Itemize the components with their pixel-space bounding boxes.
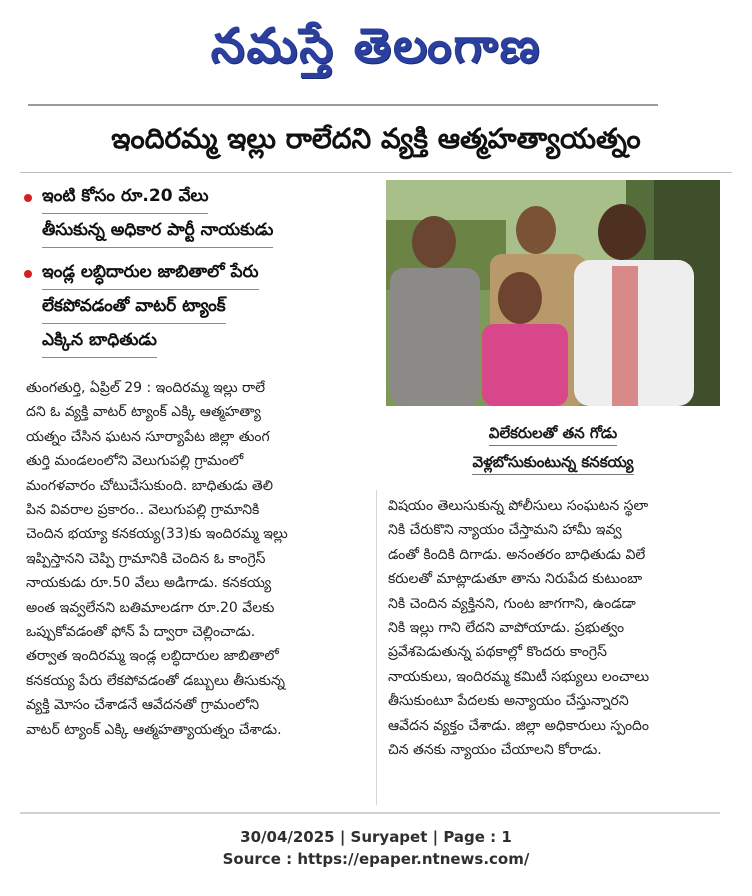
masthead-divider [28,104,658,106]
caption-line: వెళ్లబోసుకుంటున్న కనకయ్య [472,450,633,475]
body-line: ప్రవేశపెడుతున్న పథకాల్లో కొందరు కాంగ్రెస్ [388,644,607,661]
body-line: నికి ఇల్లు గాని లేదని వాపోయాడు. ప్రభుత్వం [388,620,625,637]
body-line: తర్వాత ఇందిరమ్మ ఇండ్ల లబ్ధిదారుల జాబితాలో [26,648,279,665]
body-line: కనకయ్య పేరు లేకపోవడంతో డబ్బులు తీసుకున్న [26,672,285,689]
bullet-icon [24,270,32,278]
edition-info: 30/04/2025 | Suryapet | Page : 1 [240,828,512,846]
body-line: మంగళవారం చోటుచేసుకుంది. బాధితుడు తెలి [26,477,274,494]
body-line: యత్నం చేసిన ఘటన సూర్యాపేట జిల్లా తుంగ [26,428,270,445]
caption-line: విలేకరులతో తన గోడు [489,421,617,446]
body-line: ఒప్పుకోవడంతో ఫోన్ పే ద్వారా చెల్లించాడు. [26,624,256,641]
bullet-icon [24,194,32,202]
highlight-line: ఇంటి కోసం రూ.20 వేలు [42,180,208,214]
body-line: వాటర్ ట్యాంక్ ఎక్కి ఆత్మహత్యాయత్నం చేశాడు. [26,721,282,738]
body-line: చిన తనకు న్యాయం చేయాలని కోరాడు. [388,742,602,759]
body-line: నికి చేరుకొని న్యాయం చేస్తామని హామీ ఇవ్వ [388,522,622,539]
body-line: తీసుకుంటూ పేదలకు అన్యాయం చేస్తున్నారని [388,693,629,710]
column-divider [376,490,377,805]
highlight-line: ఎక్కిన బాధితుడు [42,324,157,358]
body-line: నాయకుడు రూ.50 వేలు అడిగాడు. కనకయ్య [26,575,272,592]
highlights-list [22,180,372,366]
headline-divider [20,172,732,173]
body-line: ఆవేదన వ్యక్తం చేశాడు. జిల్లా అధికారులు స్పందిం [388,717,650,734]
body-line: దని ఓ వ్యక్తి వాటర్ ట్యాంక్ ఎక్కి ఆత్మహత్యా [26,404,261,421]
masthead [0,0,752,104]
body-line: అంత ఇవ్వలేనని బతిమాలడగా రూ.20 వేలకు [26,599,275,616]
body-line: తుంగతుర్తి, ఏప్రిల్ 29 : ఇందిరమ్మ ఇల్లు రాలే [26,380,266,396]
body-line: వ్యక్తి మోసం చేశాడనే ఆవేదనతో గ్రామంలోని [26,697,260,714]
source-link[interactable]: Source : https://epaper.ntnews.com/ [222,850,530,868]
body-line: నాయకులు, ఇందిరమ్మ కమిటీ సభ్యులు లంచాలు [388,668,650,685]
highlight-item [22,180,372,248]
highlight-line: ఇండ్ల లబ్ధిదారుల జాబితాలో పేరు [42,256,259,290]
body-line: ఇప్పిస్తానని చెప్పి గ్రామానికి చెందిన ఓ కాంగ్రెస్ [26,550,266,567]
photo-caption [386,412,720,484]
news-photo-illustration [386,180,720,406]
body-line: కరులతో మాట్లాడుతూ తాను నిరుపేద కుటుంబా [388,571,643,588]
article-headline: ఇందిరమ్మ ఇల్లు రాలేదని వ్యక్తి ఆత్మహత్యాయత్నం [111,122,641,155]
body-line: చెందిన భయ్యా కనకయ్య(33)కు ఇందిరమ్మ ఇల్లు [26,526,288,543]
body-line: నికి చెందిన వ్యక్తినని, గుంట జాగగాని, ఉండడా [388,595,636,612]
body-line: విషయం తెలుసుకున్న పోలీసులు సంఘటన స్థలా [388,498,649,514]
article-body-right [388,494,720,762]
highlight-item [22,256,372,358]
body-line: డంతో కిందికి దిగాడు. అనంతరం బాధితుడు విలే [388,546,646,563]
footer-divider [20,812,720,814]
body-line: పిన వివరాల ప్రకారం.. వెలుగుపల్లి గ్రామానికి [26,502,260,519]
highlight-line: తీసుకున్న అధికార పార్టీ నాయకుడు [42,214,273,248]
body-line: తుర్తి మండలంలోని వెలుగుపల్లి గ్రామంలో [26,453,244,470]
article-body-left [26,376,366,742]
page-footer [0,826,752,870]
news-photo [386,180,720,406]
highlight-line: లేకపోవడంతో వాటర్ ట్యాంక్ [42,290,226,324]
newspaper-logo: నమస్తే తెలంగాణ [210,18,542,74]
